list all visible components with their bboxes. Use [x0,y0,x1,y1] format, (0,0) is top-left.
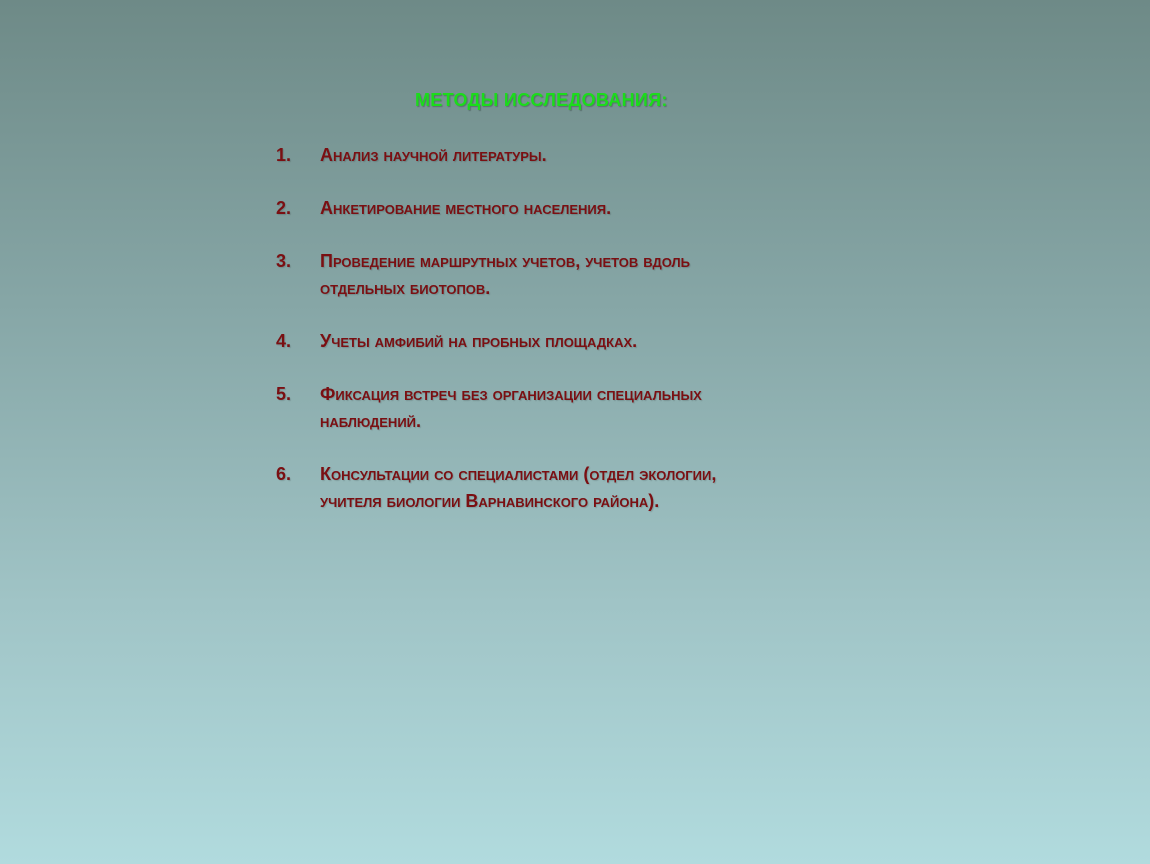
methods-list [276,142,896,541]
list-item [276,328,896,355]
item-number: 1. [276,145,292,165]
item-text-continued: наблюдений. [320,411,422,431]
item-number: 5. [276,384,292,404]
item-text: Консультации со специалистами (отдел экологии, [320,464,717,484]
item-text: Анализ научной литературы. [320,145,547,165]
list-item [276,381,896,435]
list-item [276,195,896,222]
list-item [276,248,896,302]
item-number: 2. [276,198,292,218]
item-text: Анкетирование местного населения. [320,198,612,218]
list-item [276,142,896,169]
item-text: Фиксация встреч без организации специальных [320,384,702,404]
item-text: Проведение маршрутных учетов, учетов вдоль [320,251,690,271]
item-text: Учеты амфибий на пробных площадках. [320,331,638,351]
item-number: 4. [276,331,292,351]
item-text-continued: учителя биологии Варнавинского района). [320,491,660,511]
item-number: 6. [276,464,292,484]
item-text-continued: отдельных биотопов. [320,278,491,298]
slide-title: МЕТОДЫ ИССЛЕДОВАНИЯ: [415,90,668,110]
list-item [276,461,896,515]
item-number: 3. [276,251,292,271]
